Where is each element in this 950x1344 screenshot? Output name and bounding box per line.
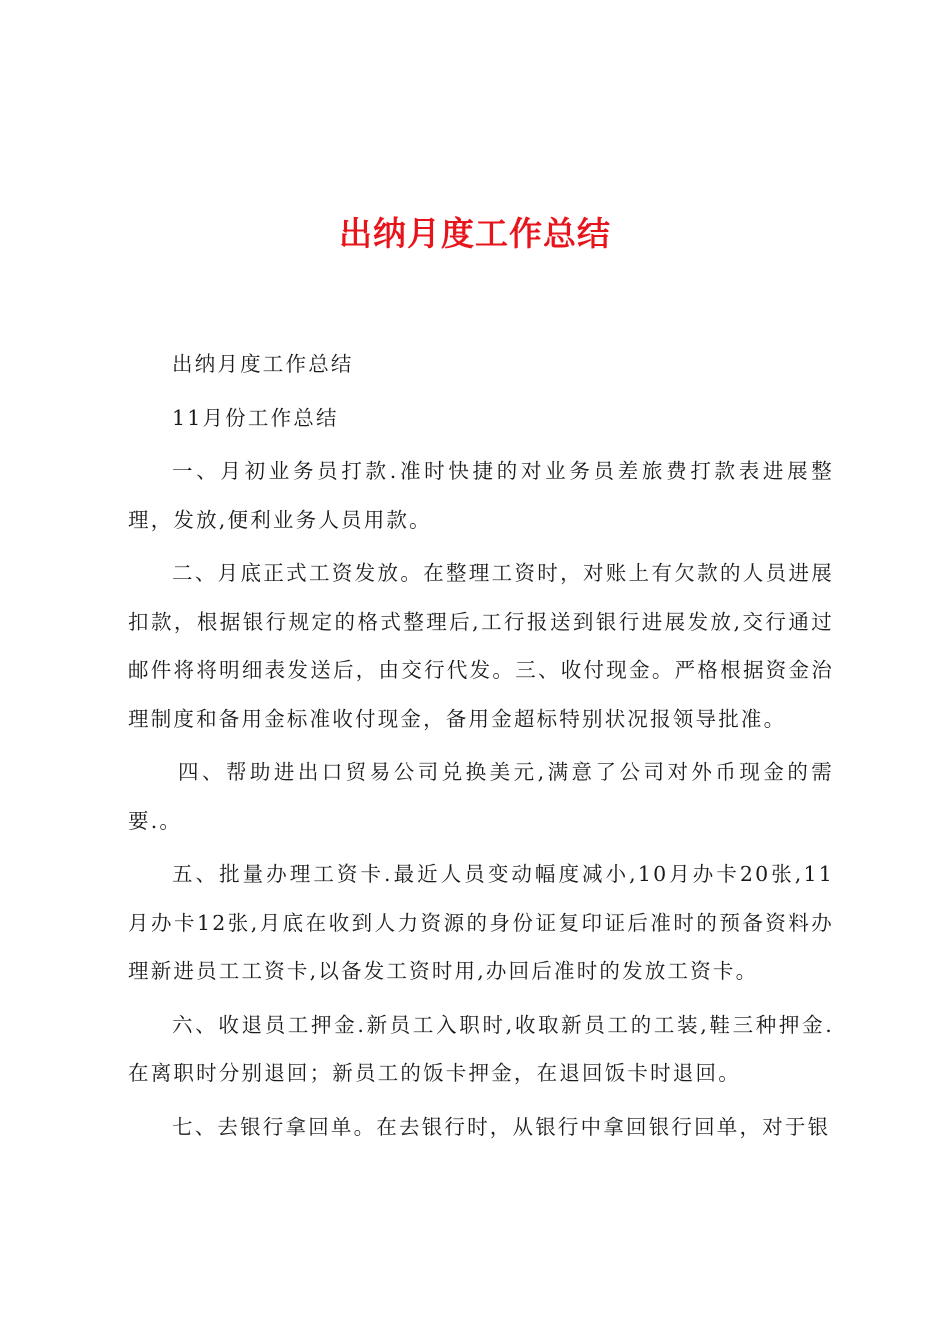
paragraph-item-1: 一、月初业务员打款.准时快捷的对业务员差旅费打款表进展整理，发放,便利业务人员用款。 <box>128 459 834 532</box>
paragraph-item-5: 五、批量办理工资卡.最近人员变动幅度减小,10月办卡20张,11月办卡12张,月底在收到人力资源的身份证复印证后准时的预备资料办理新进员工工资卡,以备发工资时用,办回后准时的发放工资卡。 <box>128 862 834 983</box>
paragraph-item-2-3: 二、月底正式工资发放。在整理工资时，对账上有欠款的人员进展扣款，根据银行规定的格式整理后,工行报送到银行进展发放,交行通过邮件将将明细表发送后，由交行代发。三、收付现金。严格根据资金治理制度和备用金标准收付现金，备用金超标特别状况报领导批准。 <box>128 561 834 731</box>
document-body <box>128 340 834 1156</box>
paragraph-month-heading: 11月份工作总结 <box>172 405 339 430</box>
document-title: 出纳月度工作总结 <box>339 214 611 253</box>
paragraph-subtitle: 出纳月度工作总结 <box>172 352 354 376</box>
paragraph-item-7: 七、去银行拿回单。在去银行时，从银行中拿回银行回单，对于银 <box>172 1114 831 1139</box>
paragraph-item-6: 六、收退员工押金.新员工入职时,收取新员工的工装,鞋三种押金.在离职时分别退回；新员工的饭卡押金，在退回饭卡时退回。 <box>128 1012 834 1085</box>
paragraph-item-4: 四、帮助进出口贸易公司兑换美元,满意了公司对外币现金的需要.。 <box>128 760 834 833</box>
